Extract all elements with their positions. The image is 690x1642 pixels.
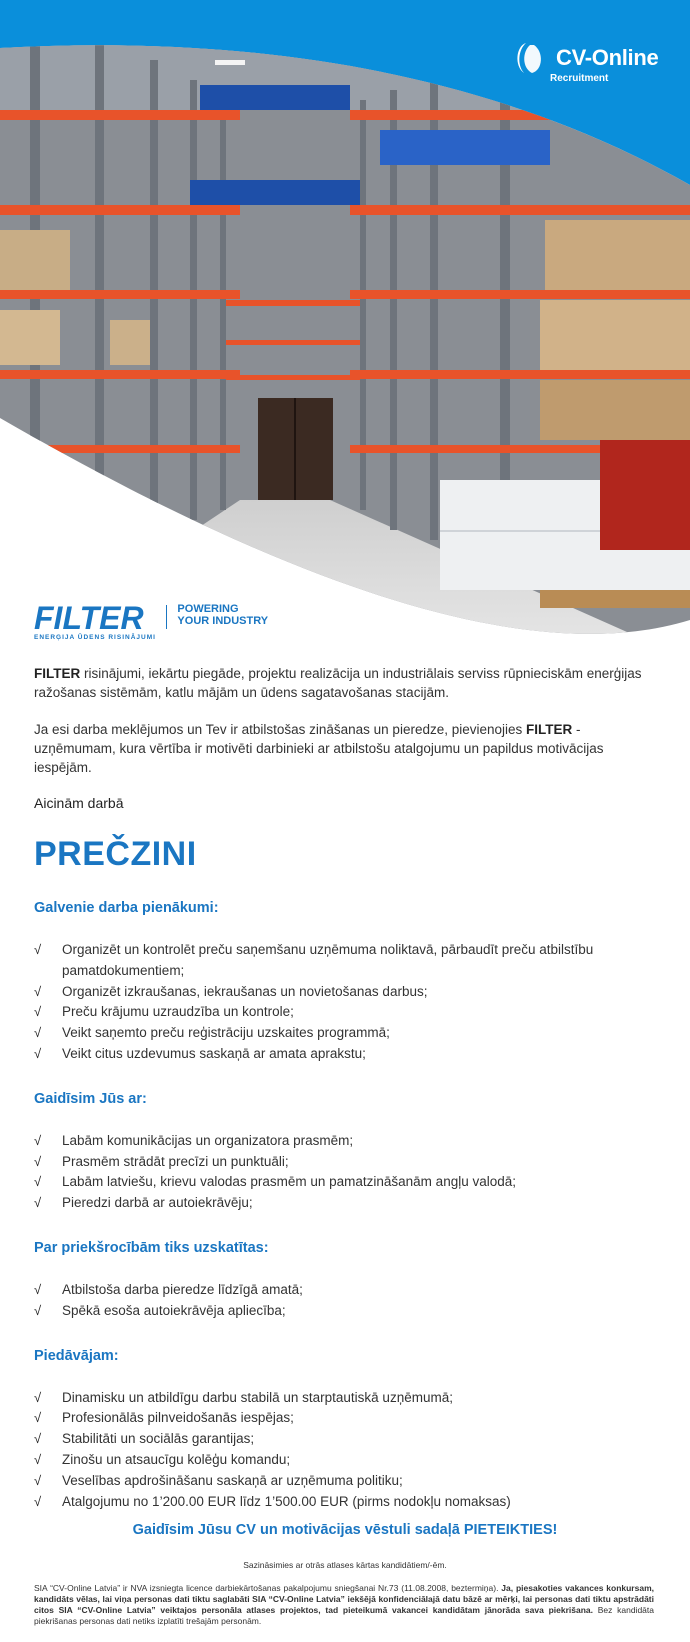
checkmark-icon: √ xyxy=(34,1472,42,1488)
list-item xyxy=(34,1408,654,1429)
filter-tagline: ENERĢIJA ŪDENS RISINĀJUMI xyxy=(34,634,156,641)
section-heading: Piedāvājam: xyxy=(34,1347,119,1364)
apply-call-to-action: Gaidīsim Jūsu CV un motivācijas vēstuli sadaļā PIETEIKTIES! xyxy=(132,1522,558,1538)
list-item xyxy=(34,1152,654,1173)
checkmark-icon: √ xyxy=(34,1431,42,1447)
checkmark-icon: √ xyxy=(34,1493,42,1509)
list-item xyxy=(34,1301,654,1322)
list-item-text: Veikt citus uzdevumus saskaņā ar amata aprakstu; xyxy=(62,1045,366,1061)
checkmark-icon: √ xyxy=(34,1281,42,1297)
list-item-text: Spēkā esoša autoiekrāvēja apliecība; xyxy=(62,1302,286,1318)
list-item-text: Labām latviešu, krievu valodas prasmēm un pamatzināšanām angļu valodā; xyxy=(62,1174,516,1190)
checkmark-icon: √ xyxy=(34,1045,42,1061)
list-item-text: Labām komunikācijas un organizatora prasmēm; xyxy=(62,1132,354,1148)
checkmark-icon: √ xyxy=(34,1025,42,1041)
filter-divider xyxy=(166,605,168,629)
checkmark-icon: √ xyxy=(34,1410,42,1426)
checkmark-icon: √ xyxy=(34,1132,42,1148)
list-item xyxy=(34,982,654,1003)
checkmark-icon: √ xyxy=(34,1153,42,1169)
section-heading: Par priekšrocībām tiks uzskatītas: xyxy=(34,1239,269,1256)
cv-online-mark-icon xyxy=(512,40,548,76)
filter-power-line-2: YOUR INDUSTRY xyxy=(177,615,269,627)
legal-text-1: SIA “CV-Online Latvia” ir NVA izsniegta licence darbiekārtošanas pakalpojumu sniegšanai Nr.73 (11.08.2008, beztermiņa). xyxy=(34,1583,502,1593)
list-item xyxy=(34,1429,654,1450)
intro-paragraph-2 xyxy=(34,720,654,777)
list-item xyxy=(34,1280,654,1301)
legal-text-bold: Ja, piesakoties vakances konkursam, kandidāts vēlas, lai viņa personas dati tiktu saglabāti SIA “CV-Online Latvia” iekšējā konfidenciālajā datu bāzē ar mērķi, lai personas dati tiktu apstrādāti citos SIA “CV-Online Latvia” veiktajos personāla atlases projektos, tad pieteikumā vakancei kandidātam jānorāda sava piekrišana. xyxy=(34,1583,654,1615)
intro-text-2a: Ja esi darba meklējumos un Tev ir atbilstošas zināšanas un pieredze, pievienojies xyxy=(34,722,527,737)
list-item xyxy=(34,1450,654,1471)
cv-online-subtitle: Recruitment xyxy=(550,73,609,84)
warehouse-illustration xyxy=(0,0,690,660)
list-item xyxy=(34,1492,654,1513)
list-item xyxy=(34,1002,654,1023)
checkmark-icon: √ xyxy=(34,942,42,957)
list-item-text: Atalgojumu no 1’200.00 EUR līdz 1’500.00 EUR (pirms nodokļu nomaksas) xyxy=(62,1493,511,1509)
list-item-text: Dinamisku un atbildīgu darbu stabilā un starptautiskā uzņēmumā; xyxy=(62,1389,453,1405)
legal-text-2: Bez kandidāta piekrišanas personas dati netiks izplatīti trešajām personām. xyxy=(34,1605,655,1626)
checkmark-icon: √ xyxy=(34,1004,42,1020)
requirements-sections xyxy=(34,900,654,1512)
list-item xyxy=(34,1388,654,1409)
checkmark-icon: √ xyxy=(34,1174,42,1190)
list-item xyxy=(34,1471,654,1492)
checkmark-icon: √ xyxy=(34,1195,42,1211)
filter-wordmark: FILTER xyxy=(34,600,144,636)
checkmark-icon: √ xyxy=(34,1389,42,1405)
list-item xyxy=(34,1131,654,1152)
job-content xyxy=(34,664,654,1512)
list-item-text: Stabilitāti un sociālās garantijas; xyxy=(62,1431,255,1447)
invite-label: Aicinām darbā xyxy=(34,795,124,811)
list-item xyxy=(34,1023,654,1044)
section-list xyxy=(34,1280,654,1322)
list-item xyxy=(34,1044,654,1065)
hero-banner xyxy=(0,0,690,660)
checkmark-icon: √ xyxy=(34,1302,42,1318)
intro-text-2b: - uzņēmumam, kura vērtība ir motivēti darbinieki ar atbilstošu atalgojumu un papildus motivācijas iespējām. xyxy=(34,722,604,775)
checkmark-icon: √ xyxy=(34,983,42,999)
cv-online-logo xyxy=(512,40,658,76)
list-item-text: Prasmēm strādāt precīzi un punktuāli; xyxy=(62,1153,289,1169)
list-item-text: Organizēt un kontrolēt preču saņemšanu uzņēmuma noliktavā, pārbaudīt preču atbilstību pamatdokumentiem; xyxy=(62,942,594,978)
list-item-text: Profesionālās pilnveidošanās iespējas; xyxy=(62,1410,294,1426)
intro-company-bold: FILTER xyxy=(34,666,81,681)
list-item xyxy=(34,1172,654,1193)
list-item-text: Atbilstoša darba pieredze līdzīgā amatā; xyxy=(62,1281,303,1297)
intro-text-1: risinājumi, iekārtu piegāde, projektu realizācija un industriālais serviss rūpnieciskām enerģijas ražošanas sistēmām, katlu mājām un ūdens sagatavošanas stacijām. xyxy=(34,666,642,700)
checkmark-icon: √ xyxy=(34,1451,42,1467)
intro-paragraph-1 xyxy=(34,664,654,702)
list-item xyxy=(34,940,654,982)
list-item-text: Preču krājumu uzraudzība un kontrole; xyxy=(62,1004,294,1020)
list-item-text: Pieredzi darbā ar autoiekrāvēju; xyxy=(62,1195,253,1211)
job-title: PREČZINI xyxy=(34,835,197,873)
filter-logo xyxy=(34,600,269,643)
contact-note: Sazināsimies ar otrās atlases kārtas kandidātiem/-ēm. xyxy=(243,1560,447,1570)
list-item-text: Veikt saņemto preču reģistrāciju uzskaites programmā; xyxy=(62,1025,390,1041)
section-list xyxy=(34,1388,654,1513)
section-list xyxy=(34,940,654,1065)
legal-notice xyxy=(34,1583,654,1627)
list-item xyxy=(34,1193,654,1214)
list-item-text: Organizēt izkraušanas, iekraušanas un novietošanas darbus; xyxy=(62,983,428,999)
list-item-text: Zinošu un atsaucīgu kolēģu komandu; xyxy=(62,1451,291,1467)
filter-power-line-1: POWERING xyxy=(177,603,239,615)
cv-online-name: CV-Online xyxy=(556,45,659,70)
intro-company-bold-2: FILTER xyxy=(526,722,573,737)
section-list xyxy=(34,1131,654,1214)
list-item-text: Veselības apdrošināšanu saskaņā ar uzņēmuma politiku; xyxy=(62,1472,403,1488)
section-heading: Gaidīsim Jūs ar: xyxy=(34,1090,147,1107)
section-heading: Galvenie darba pienākumi: xyxy=(34,900,219,916)
